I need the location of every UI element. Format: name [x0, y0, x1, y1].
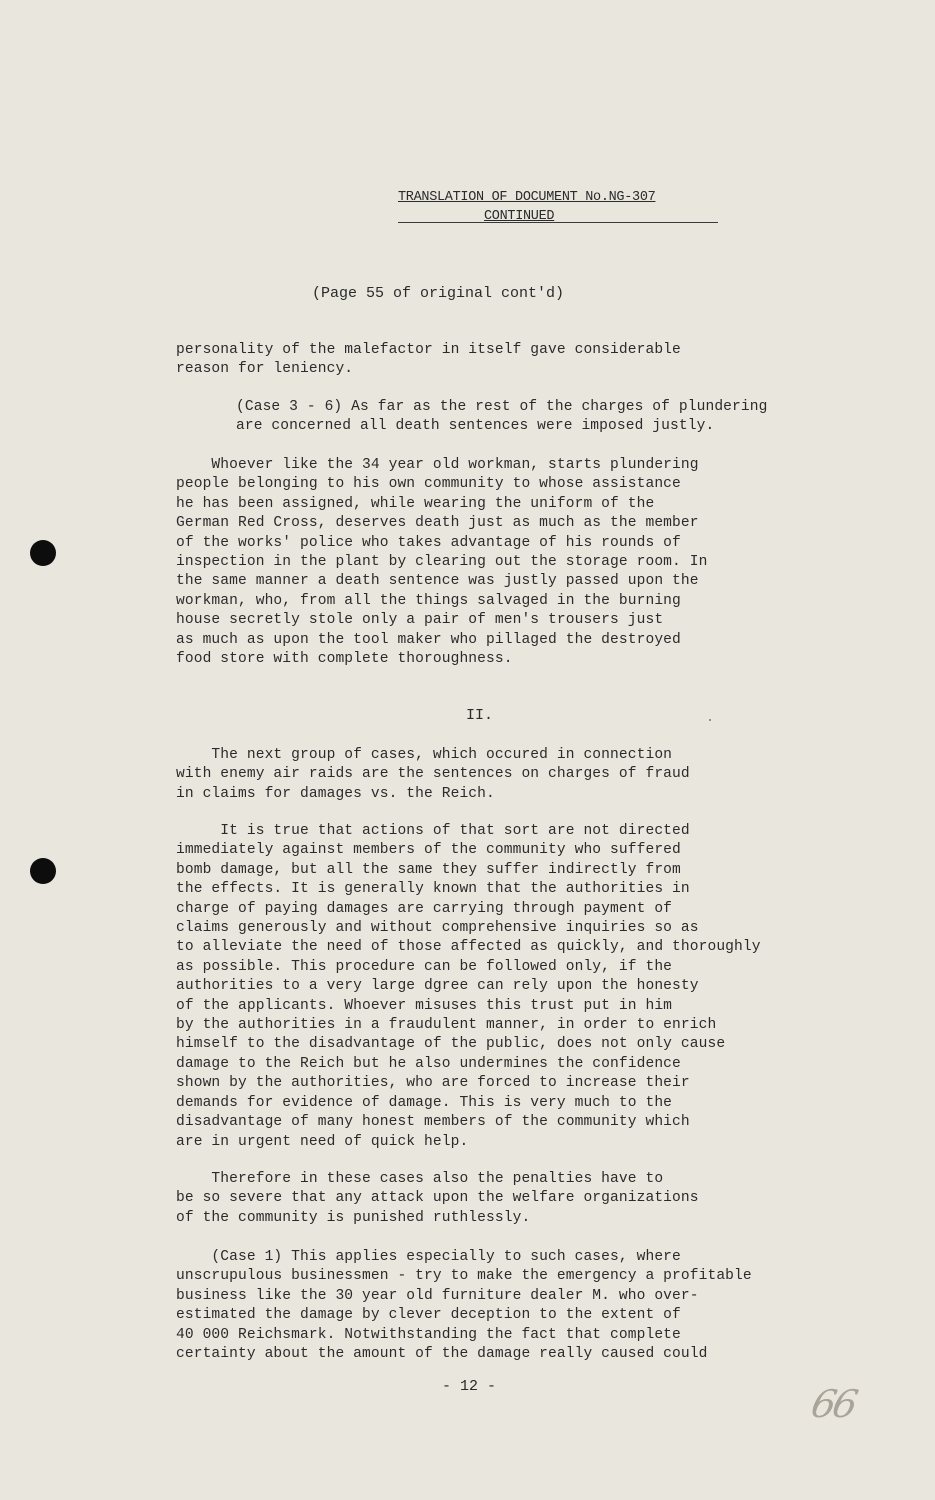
paragraph: The next group of cases, which occured in connection with enemy air raids are the sentences on charges of fraud in claims for damages vs. the Reich.	[176, 747, 690, 802]
paragraph: It is true that actions of that sort are not directed immediately against members of the community who suffered bomb damage, but all the same they suffer indirectly from the effects. It is generally known that the authorities in charge of paying damages are carrying through payment of claims generously and without comprehensive inquiries so as to alleviate the need of those affected as quickly, and thoroughly as possible. This procedure can be followed only, if the authorities to a very large dgree can rely upon the honesty of the applicants. Whoever misuses this trust put in him by the authorities in a fraudulent manner, in order to enrich himself to the disadvantage of the public, does not only cause damage to the Reich but he also undermines the confidence shown by the authorities, who are forced to increase their demands for evidence of damage. This is very much to the disadvantage of many honest members of the community which are in urgent need of quick help.	[176, 823, 761, 1150]
paragraph: Whoever like the 34 year old workman, starts plundering people belonging to his own community to whose assistance he has been assigned, while wearing the uniform of the German Red Cross, deserves death just as much as the member of the works' police who takes advantage of his rounds of inspection in the plant by clearing out the storage room. In the same manner a death sentence was justly passed upon the workman, who, from all the things salvaged in the burning house secretly stole only a pair of men's trousers just as much as upon the tool maker who pillaged the destroyed food store with complete thoroughness.	[176, 457, 708, 668]
paper-speck	[709, 719, 711, 721]
page-number: - 12 -	[442, 1378, 497, 1395]
paragraph: personality of the malefactor in itself gave considerable reason for leniency.	[176, 342, 681, 378]
punch-hole	[30, 540, 56, 566]
header-rule	[398, 222, 718, 223]
section-number: II.	[466, 707, 494, 724]
page-reference: (Page 55 of original cont'd)	[312, 285, 565, 302]
paragraph: Therefore in these cases also the penalties have to be so severe that any attack upon the welfare organizations of the community is punished ruthlessly.	[176, 1171, 699, 1226]
document-header	[398, 188, 720, 226]
handwritten-folio-number: 66	[807, 1382, 860, 1426]
paragraph: (Case 1) This applies especially to such cases, where unscrupulous businessmen - try to make the emergency a profitable business like the 30 year old furniture dealer M. who over- estimated the damage by clever deception to the extent of 40 000 Reichsmark. Notwithstanding the fact that complete certainty about the amount of the damage really caused could	[176, 1249, 752, 1363]
punch-hole	[30, 858, 56, 884]
header-continued: CONTINUED	[484, 209, 555, 224]
header-title: TRANSLATION OF DOCUMENT No.NG-307	[398, 190, 656, 205]
paragraph: (Case 3 - 6) As far as the rest of the charges of plundering are concerned all death sentences were imposed justly.	[236, 399, 768, 435]
